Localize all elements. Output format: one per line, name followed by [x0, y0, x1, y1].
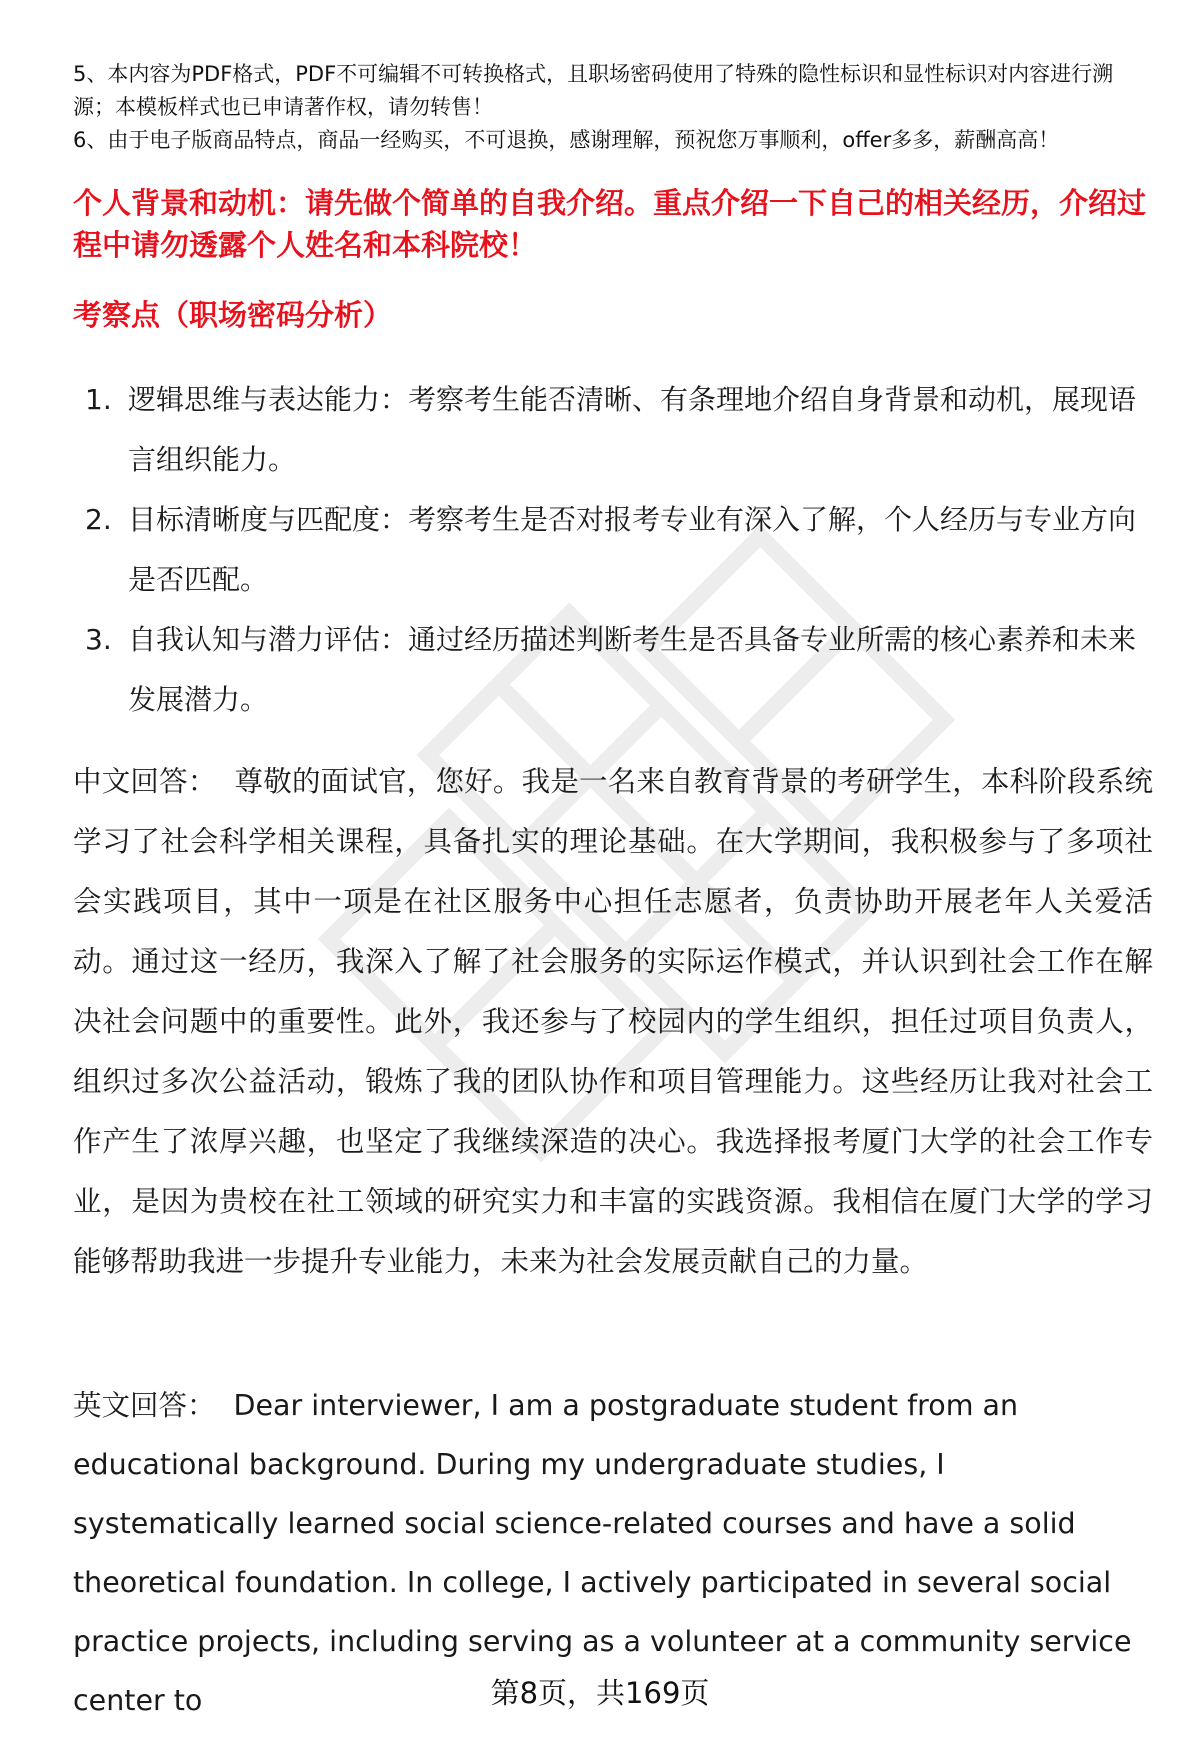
- english-answer-label: 英文回答：: [73, 1389, 216, 1422]
- chinese-answer-label: 中文回答：: [73, 765, 217, 798]
- analysis-point: [73, 610, 1153, 730]
- question-heading: 个人背景和动机：请先做个简单的自我介绍。重点介绍一下自己的相关经历，介绍过程中请勿透露个人姓名和本科院校！: [73, 186, 1147, 262]
- analysis-point: [73, 370, 1153, 490]
- notice-line-6: 6、由于电子版商品特点，商品一经购买，不可退换，感谢理解，预祝您万事顺利，offer多多，薪酬高高！: [73, 128, 1060, 152]
- point-text: 逻辑思维与表达能力：考察考生能否清晰、有条理地介绍自身背景和动机，展现语言组织能力。: [128, 383, 1137, 476]
- analysis-points-list: [73, 370, 1153, 730]
- point-number: 3.: [85, 623, 112, 656]
- point-text: 自我认知与潜力评估：通过经历描述判断考生是否具备专业所需的核心素养和未来发展潜力。: [128, 623, 1137, 716]
- page-number-footer: 第8页，共169页: [490, 1676, 710, 1710]
- chinese-answer-text: 尊敬的面试官，您好。我是一名来自教育背景的考研学生，本科阶段系统学习了社会科学相关课程，具备扎实的理论基础。在大学期间，我积极参与了多项社会实践项目，其中一项是在社区服务中心担任志愿者，负责协助开展老年人关爱活动。通过这一经历，我深入了解了社会服务的实际运作模式，并认识到社会工作在解决社会问题中的重要性。此外，我还参与了校园内的学生组织，担任过项目负责人，组织过多次公益活动，锻炼了我的团队协作和项目管理能力。这些经历让我对社会工作产生了浓厚兴趣，也坚定了我继续深造的决心。我选择报考厦门大学的社会工作专业，是因为贵校在社工领域的研究实力和丰富的实践资源。我相信在厦门大学的学习能够帮助我进一步提升专业能力，未来为社会发展贡献自己的力量。: [73, 765, 1153, 1278]
- point-number: 2.: [85, 503, 112, 536]
- notice-line-5: 5、本内容为PDF格式，PDF不可编辑不可转换格式，且职场密码使用了特殊的隐性标识和显性标识对内容进行溯源；本模板样式也已申请著作权，请勿转售！: [73, 62, 1114, 119]
- notice-section: [73, 58, 1153, 157]
- analysis-point: [73, 490, 1153, 610]
- analysis-heading: 考察点（职场密码分析）: [73, 298, 393, 332]
- chinese-answer: [73, 752, 1153, 1292]
- english-answer-text: Dear interviewer, I am a postgraduate student from an educational background. During my undergraduate studies, I systematically learned social science-related courses and have a solid theoretical foundation. In college, I actively participated in several social practice projects, including serving as a volunteer at a community service center to: [73, 1389, 1132, 1717]
- point-text: 目标清晰度与匹配度：考察考生是否对报考专业有深入了解，个人经历与专业方向是否匹配。: [128, 503, 1137, 596]
- point-number: 1.: [85, 383, 112, 416]
